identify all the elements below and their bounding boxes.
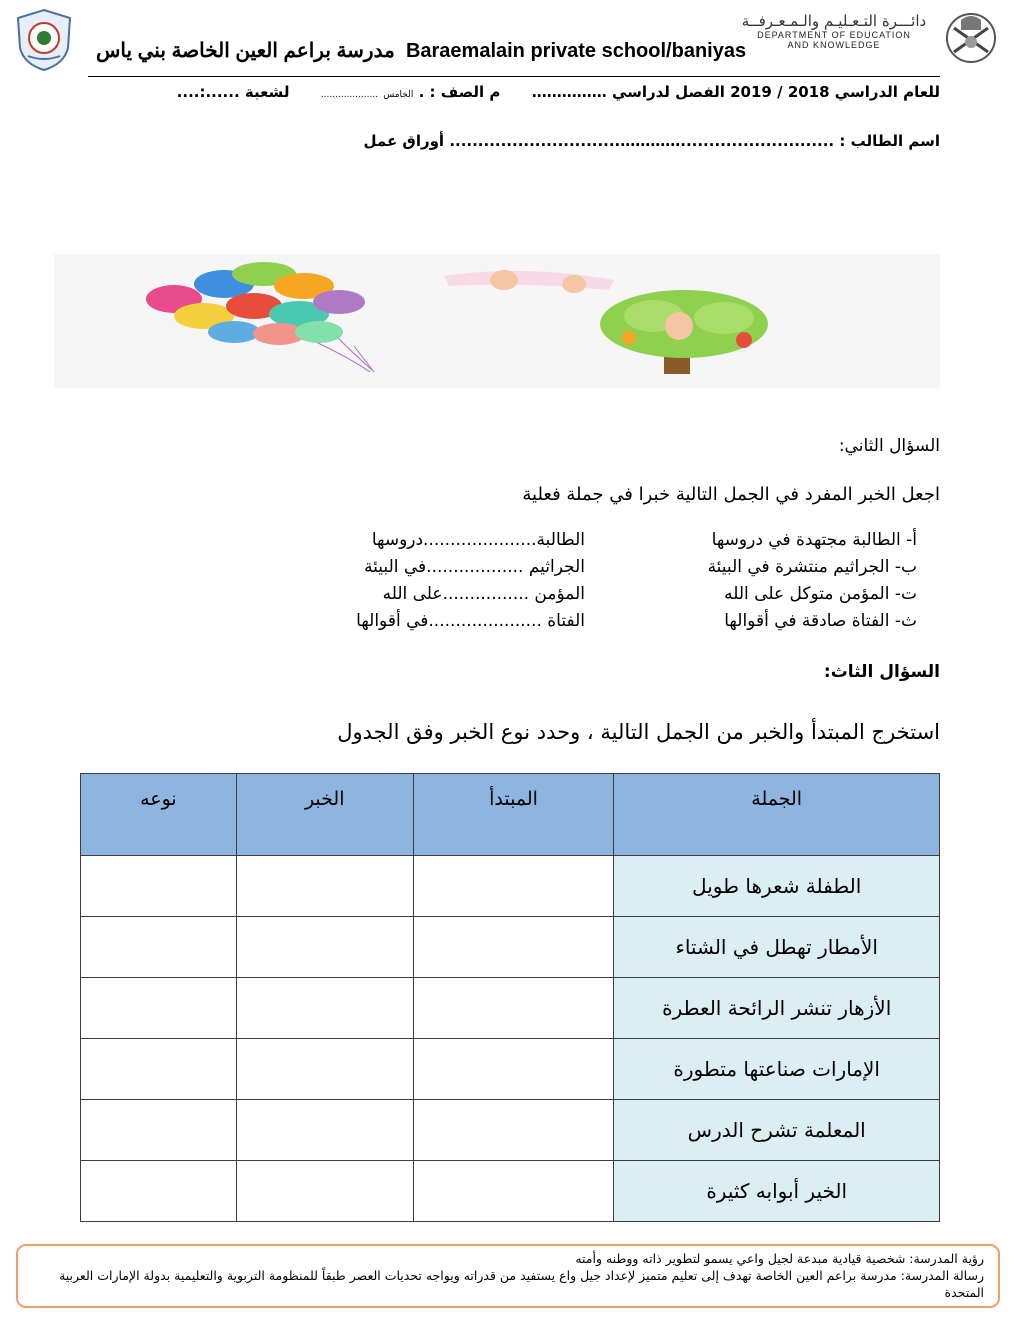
subject-cell[interactable] xyxy=(413,1100,614,1161)
balloons-icon xyxy=(146,262,365,345)
sentence-cell: الخير أبوابه كثيرة xyxy=(614,1161,940,1222)
worksheet-label: أوراق عمل xyxy=(363,132,445,150)
sentence-cell: الطفلة شعرها طويل xyxy=(614,856,940,917)
table-row xyxy=(81,978,940,1039)
academic-year: للعام الدراسي 2018 / 2019 الفصل لدراسي …………… xyxy=(531,83,940,101)
school-footer xyxy=(16,1244,1000,1308)
flying-children-icon xyxy=(444,270,614,293)
class-value: الخامس xyxy=(383,90,414,100)
subject-cell[interactable] xyxy=(413,856,614,917)
subject-cell[interactable] xyxy=(413,1161,614,1222)
info-row xyxy=(177,83,940,101)
question-3-title: السؤال الثاث: xyxy=(823,662,940,682)
school-mission: رسالة المدرسة: مدرسة براعم العين الخاصة تهدف إلى تعليم متميز لإعداد جيل واع يستفيد من قدراته ويواجه تحديات العصر طبقاً للمنظومة التربوية والتعليمية بدولة الإمارات العربية المتحدة xyxy=(59,1268,984,1300)
student-name-label: اسم الطالب : xyxy=(839,132,940,150)
subject-cell[interactable] xyxy=(413,917,614,978)
predicate-cell[interactable] xyxy=(236,1161,413,1222)
table-header-row xyxy=(81,774,940,856)
class-label: م الصف : . xyxy=(418,83,501,101)
predicate-cell[interactable] xyxy=(236,1100,413,1161)
type-cell[interactable] xyxy=(81,1100,237,1161)
analysis-table xyxy=(80,773,940,1222)
predicate-cell[interactable] xyxy=(236,917,413,978)
header-divider xyxy=(88,76,940,77)
table-row xyxy=(81,1039,940,1100)
type-cell[interactable] xyxy=(81,978,237,1039)
header-sentence: الجملة xyxy=(614,774,940,856)
section-label: لشعبة ......:.... xyxy=(176,83,290,101)
table-row xyxy=(81,1100,940,1161)
header-type: نوعه xyxy=(81,774,237,856)
school-name-arabic: مدرسة براعم العين الخاصة بني ياس xyxy=(96,40,395,62)
school-name xyxy=(96,38,746,63)
table-row xyxy=(81,917,940,978)
type-cell[interactable] xyxy=(81,917,237,978)
sentence-item: ث- الفتاة صادقة في أقوالها xyxy=(724,611,917,631)
student-name-blank: ...........................………….............................. xyxy=(449,132,835,150)
subject-cell[interactable] xyxy=(413,1039,614,1100)
fill-blank[interactable]: المؤمن ................على الله xyxy=(382,584,585,604)
decorative-banner xyxy=(54,254,940,388)
sentence-cell: الإمارات صناعتها متطورة xyxy=(614,1039,940,1100)
type-cell[interactable] xyxy=(81,1039,237,1100)
student-row xyxy=(364,132,941,150)
department-name xyxy=(734,12,934,50)
header-subject: المبتدأ xyxy=(413,774,614,856)
tree-icon xyxy=(600,290,768,374)
predicate-cell[interactable] xyxy=(236,1039,413,1100)
department-name-en-2: AND KNOWLEDGE xyxy=(787,40,881,50)
question-2-instruction: اجعل الخبر المفرد في الجمل التالية خبرا في جملة فعلية xyxy=(522,484,940,505)
sentence-item: ت- المؤمن متوكل على الله xyxy=(724,584,917,604)
sentence-item: ب- الجراثيم منتشرة في البيئة xyxy=(707,557,917,577)
fill-blank[interactable]: الفتاة .....................في أقوالها xyxy=(356,611,585,631)
question-2-title: السؤال الثاني: xyxy=(838,436,940,456)
school-name-english: Baraemalain private school/baniyas xyxy=(405,40,747,62)
department-name-en-1: DEPARTMENT OF EDUCATION xyxy=(757,30,911,40)
question-3-instruction: استخرج المبتدأ والخبر من الجمل التالية ، وحدد نوع الخبر وفق الجدول xyxy=(337,720,940,744)
type-cell[interactable] xyxy=(81,1161,237,1222)
header-predicate: الخبر xyxy=(236,774,413,856)
school-logo xyxy=(14,8,74,72)
subject-cell[interactable] xyxy=(413,978,614,1039)
question-2-blanks xyxy=(340,530,585,638)
table-row xyxy=(81,856,940,917)
predicate-cell[interactable] xyxy=(236,856,413,917)
predicate-cell[interactable] xyxy=(236,978,413,1039)
type-cell[interactable] xyxy=(81,856,237,917)
department-name-arabic: دائـــرة التـعـليـم والـمـعـرفــة xyxy=(741,12,927,30)
sentence-cell: الأزهار تنشر الرائحة العطرة xyxy=(614,978,940,1039)
table-row xyxy=(81,1161,940,1222)
sentence-cell: المعلمة تشرح الدرس xyxy=(614,1100,940,1161)
fill-blank[interactable]: الطالبة.....................دروسها xyxy=(371,530,585,550)
department-emblem xyxy=(936,8,1006,68)
class-dots: .................... xyxy=(320,90,379,100)
fill-blank[interactable]: الجراثيم ..................في البيئة xyxy=(364,557,585,577)
sentence-cell: الأمطار تهطل في الشتاء xyxy=(614,917,940,978)
school-vision: رؤية المدرسة: شخصية قيادية مبدعة لجيل واعي يسمو لتطوير ذاته ووطنه وأمته xyxy=(575,1251,984,1266)
sentence-item: أ- الطالبة مجتهدة في دروسها xyxy=(711,530,917,550)
